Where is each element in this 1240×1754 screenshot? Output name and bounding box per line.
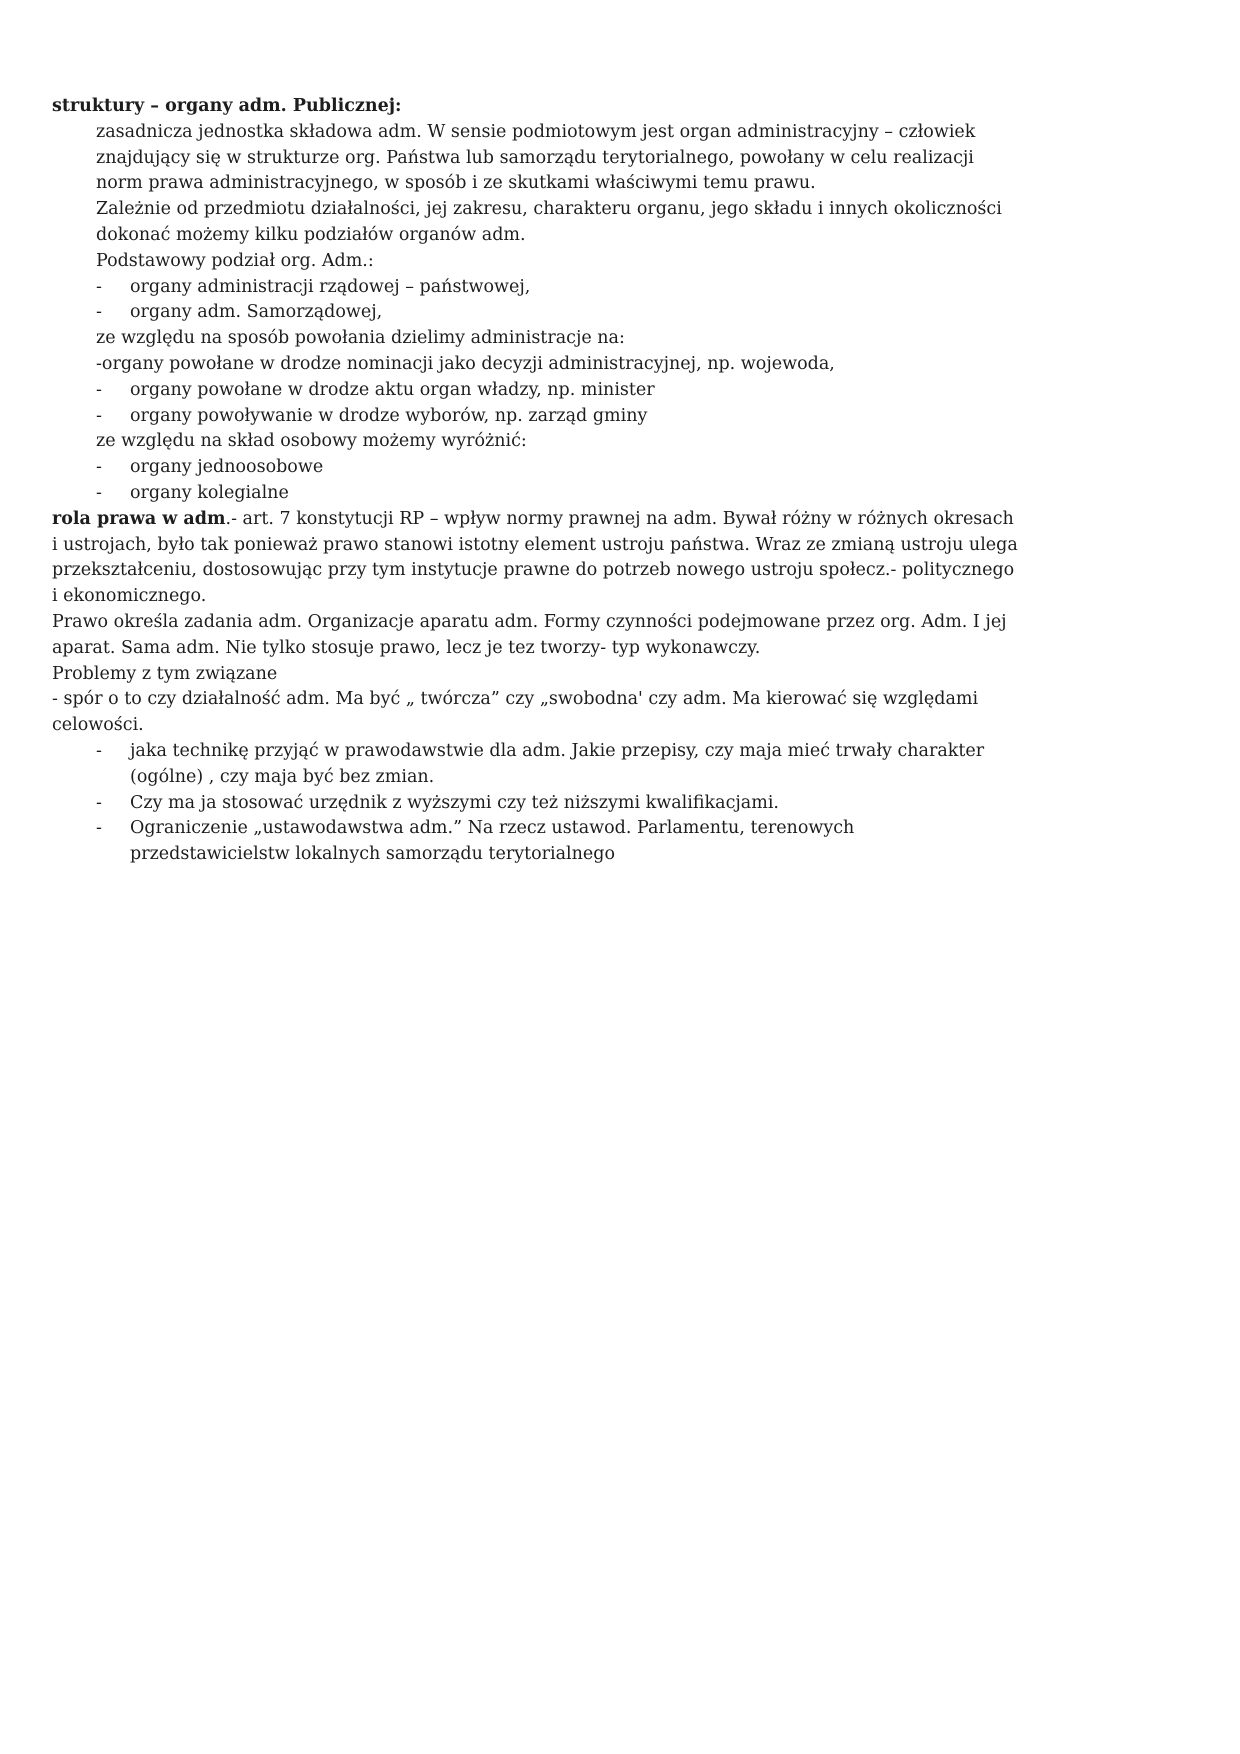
- list-item-text: jaka technikę przyjąć w prawodawstwie dla adm. Jakie przepisy, czy maja mieć trwały charakter (ogólne) , czy maja być bez zmian.: [130, 740, 985, 787]
- list-item-text: Czy ma ja stosować urzędnik z wyższymi czy też niższymi kwalifikacjami.: [130, 792, 779, 813]
- list-item: [96, 404, 1018, 430]
- list-item: [96, 300, 1018, 326]
- section-heading: [52, 94, 1018, 120]
- paragraph: Prawo określa zadania adm. Organizacje aparatu adm. Formy czynności podejmowane przez org. Adm. I jej aparat. Sama adm. Nie tylko stosuje prawo, lecz je tez tworzy- typ wykonawczy.: [52, 611, 1007, 658]
- dash-bullet: -: [96, 405, 102, 426]
- list-item-text: organy powoływanie w drodze wyborów, np. zarząd gminy: [130, 405, 648, 426]
- list-item-text: organy powołane w drodze aktu organ władzy, np. minister: [130, 379, 655, 400]
- list-item: [96, 455, 1018, 481]
- paragraph: Problemy z tym związane: [52, 663, 278, 684]
- paragraph-text: .- art. 7 konstytucji RP – wpływ normy prawnej na adm. Bywał różny w różnych okresach i ustrojach, było tak ponieważ prawo stanowi istotny element ustroju państwa. Wraz ze zmianą ustroju ulega przekształceniu, dostosowując przy tym instytucje prawne do potrzeb nowego ustroju społecz.- politycznego i ekonomicznego.: [52, 508, 1018, 607]
- paragraph: zasadnicza jednostka składowa adm. W sensie podmiotowym jest organ administracyjny – człowiek znajdujący się w strukturze org. Państwa lub samorządu terytorialnego, powołany w celu realizacji norm prawa administracyjnego, w sposób i ze skutkami właściwymi temu prawu.: [96, 121, 976, 194]
- paragraph-lead: rola prawa w adm: [52, 508, 226, 529]
- paragraph: Podstawowy podział org. Adm.:: [96, 250, 374, 271]
- list-item-text: Ograniczenie „ustawodawstwa adm.” Na rzecz ustawod. Parlamentu, terenowych przedstawicielstw lokalnych samorządu terytorialnego: [130, 818, 855, 865]
- dash-bullet: -: [96, 818, 102, 839]
- list-item-text: organy jednoosobowe: [130, 457, 324, 478]
- list-item: [96, 816, 1018, 868]
- section-heading-text: struktury – organy adm. Publicznej:: [52, 96, 402, 116]
- list-item-text: organy kolegialne: [130, 482, 289, 503]
- paragraph: -organy powołane w drodze nominacji jako decyzji administracyjnej, np. wojewoda,: [96, 353, 835, 374]
- list-item: [96, 791, 1018, 817]
- dash-bullet: -: [96, 379, 102, 400]
- list-item: [96, 378, 1018, 404]
- dash-bullet: -: [96, 302, 102, 323]
- paragraph: ze względu na skład osobowy możemy wyróżnić:: [96, 431, 527, 452]
- dash-bullet: -: [96, 482, 102, 503]
- dash-bullet: -: [96, 276, 102, 297]
- list-item: [96, 481, 1018, 507]
- list-item: [96, 739, 1018, 791]
- list-item: [96, 275, 1018, 301]
- paragraph: - spór o to czy działalność adm. Ma być „ twórcza” czy „swobodna' czy adm. Ma kierować się względami celowości.: [52, 689, 979, 736]
- paragraph: Zależnie od przedmiotu działalności, jej zakresu, charakteru organu, jego składu i innych okoliczności dokonać możemy kilku podziałów organów adm.: [96, 199, 1002, 245]
- list-item-text: organy administracji rządowej – państwowej,: [130, 276, 531, 297]
- dash-bullet: -: [96, 792, 102, 813]
- paragraph-with-lead: [52, 507, 1018, 610]
- list-item-text: organy adm. Samorządowej,: [130, 302, 383, 323]
- dash-bullet: -: [96, 740, 102, 761]
- dash-bullet: -: [96, 457, 102, 478]
- paragraph: ze względu na sposób powołania dzielimy administracje na:: [96, 328, 625, 349]
